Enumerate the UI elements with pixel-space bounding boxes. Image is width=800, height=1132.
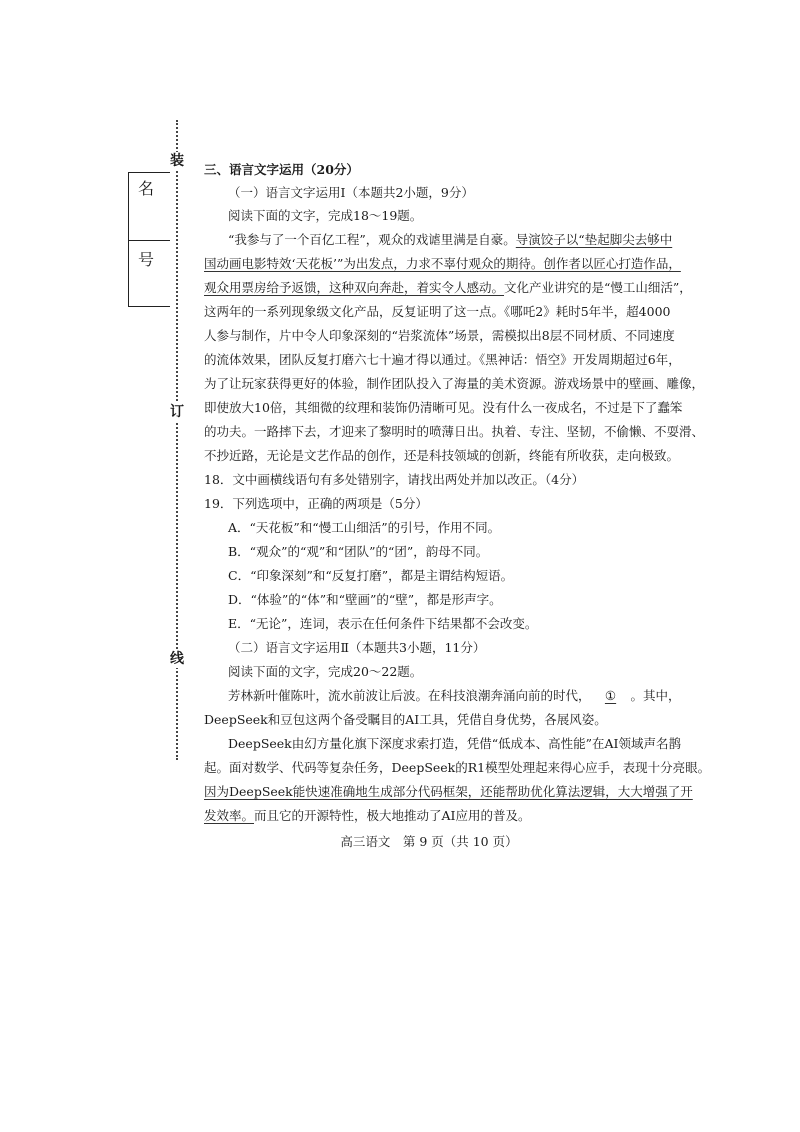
binding-mark-zhuang: 装	[170, 153, 184, 169]
passage1-line: 人参与制作，片中令人印象深刻的“岩浆流体”场景，需模拟出8层不同材质、不同速度	[204, 328, 675, 343]
field-rule	[128, 172, 129, 240]
field-rule	[128, 172, 170, 173]
question-18: 18．文中画横线语句有多处错别字，请找出两处并加以改正。（4分）	[204, 472, 585, 487]
option-d: D．“体验”的“体”和“壁画”的“壁”，都是形声字。	[228, 592, 502, 607]
part2-instruction: 阅读下面的文字，完成20～22题。	[228, 664, 423, 679]
passage2-text: 而且它的开源特性，极大地推动了AI应用的普及。	[254, 808, 531, 823]
section-title: 三、语言文字运用（20分）	[204, 162, 359, 177]
passage1-line: 的功夫。一路摔下去，才迎来了黎明时的喷薄日出。执着、专注、坚韧，不偷懒、不耍滑、	[204, 424, 705, 439]
name-label: 名	[138, 179, 155, 198]
option-b: B．“观众”的“观”和“团队”的“团”，韵母不同。	[228, 544, 489, 559]
option-c: C．“印象深刻”和“反复打磨”，都是主谓结构短语。	[228, 568, 514, 583]
page-footer: 高三语文 第 9 页（共 10 页）	[340, 834, 518, 849]
passage1-line: 这两年的一系列现象级文化产品，反复证明了这一点。《哪吒2》耗时5年半，超4000	[204, 304, 671, 319]
passage2-line	[204, 784, 693, 800]
part1-heading: （一）语言文字运用Ⅰ（本题共2小题，9分）	[228, 185, 474, 200]
underlined-text: 观众用票房给予返馈，这种双向奔赴，着实令人感动。	[204, 280, 505, 295]
field-rule	[128, 306, 170, 307]
passage2-line: DeepSeek由幻方量化旗下深度求索打造，凭借“低成本、高性能”在AI领域声名鹊	[228, 736, 681, 751]
passage2-line	[204, 808, 530, 824]
passage1-line: 即使放大10倍，其细微的纹理和装饰仍清晰可见。没有什么一夜成名，不过是下了蠢笨	[204, 400, 683, 415]
passage2-line: 起。面对数学、代码等复杂任务，DeepSeek的R1模型处理起来得心应手，表现十分亮眼。	[204, 760, 711, 775]
question-19-stem: 19．下列选项中，正确的两项是（5分）	[204, 496, 428, 511]
underlined-text: 国动画电影特效‘天花板’”为出发点，力求不辜付观众的期待。创作者以匠心打造作品，	[204, 256, 681, 271]
passage1-text: “我参与了一个百亿工程”，观众的戏谑里满是自豪。	[228, 232, 516, 247]
number-label: 号	[138, 250, 155, 269]
passage1-line: 不抄近路，无论是文艺作品的创作，还是科技领域的创新，终能有所收获，走向极致。	[204, 448, 680, 463]
part2-heading: （二）语言文字运用Ⅱ（本题共3小题，11分）	[228, 640, 486, 655]
passage2-text: 芳林新叶催陈叶，流水前波让后波。在科技浪潮奔涌向前的时代，	[228, 688, 591, 703]
blank-1: ①	[604, 688, 617, 703]
binding-mark-xian: 线	[170, 651, 184, 667]
option-e: E．“无论”，连词，表示在任何条件下结果都不会改变。	[228, 616, 538, 631]
field-rule	[128, 240, 129, 306]
underlined-text: 发效率。	[204, 808, 255, 823]
part1-instruction: 阅读下面的文字，完成18～19题。	[228, 208, 423, 223]
passage1-line	[228, 232, 672, 248]
passage2-line: DeepSeek和豆包这两个备受瞩目的AI工具，凭借自身优势，各展风姿。	[204, 712, 607, 727]
passage1-line: 为了让玩家获得更好的体验，制作团队投入了海量的美术资源。游戏场景中的壁画、雕像，	[204, 376, 705, 391]
field-rule	[128, 240, 170, 241]
binding-mark-ding: 订	[170, 404, 184, 420]
passage1-line	[204, 256, 681, 272]
underlined-text: 因为DeepSeek能快速准确地生成部分代码框架，还能帮助优化算法逻辑，大大增强了开	[204, 784, 693, 799]
passage1-line	[204, 280, 692, 296]
underlined-text: 导演饺子以“垫起脚尖去够中	[515, 232, 673, 247]
option-a: A．“天花板”和“慢工山细活”的引号，作用不同。	[228, 520, 501, 535]
passage1-line: 的流体效果，团队反复打磨六七十遍才得以通过。《黑神话：悟空》开发周期超过6年，	[204, 352, 681, 367]
passage2-line	[228, 688, 681, 704]
passage1-text: 文化产业讲究的是“慢工山细活”，	[504, 280, 692, 295]
passage2-text: 。其中，	[630, 688, 681, 703]
